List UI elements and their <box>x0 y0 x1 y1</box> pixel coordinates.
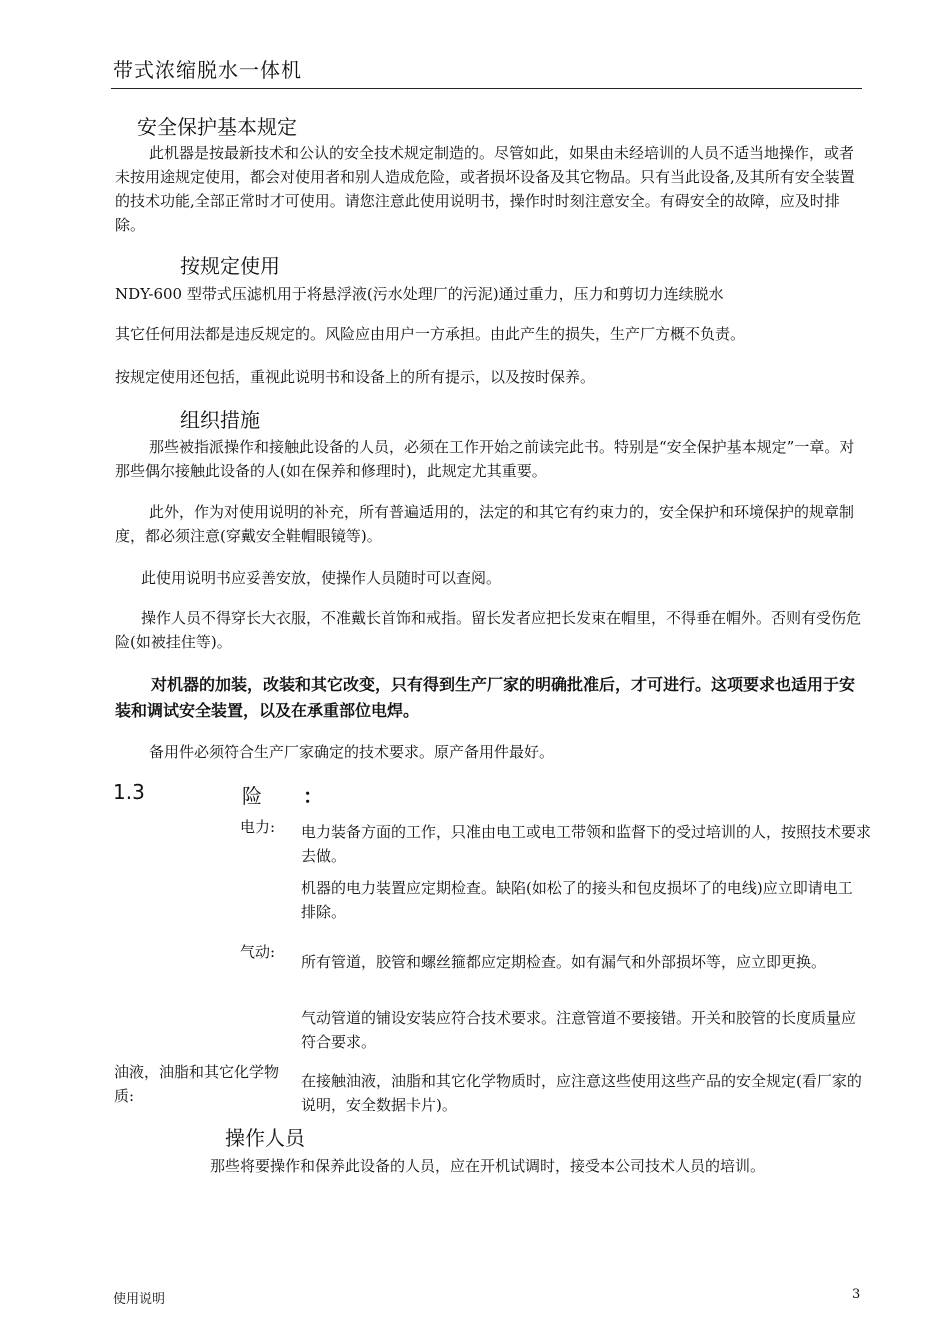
usage-paragraph-3: 按规定使用还包括，重视此说明书和设备上的所有提示，以及按时保养。 <box>115 368 596 386</box>
usage-paragraph-1: NDY-600 型带式压滤机用于将悬浮液(污水处理厂的污泥)通过重力，压力和剪切力连续脱水 <box>115 285 724 303</box>
chemicals-label: 油液，油脂和其它化学物质: <box>114 1063 280 1105</box>
org-paragraph-1: 那些被指派操作和接触此设备的人员，必须在工作开始之前读完此书。特别是“安全保护基本规定”一章。对那些偶尔接触此设备的人(如在保养和修理时)，此规定尤其重要。 <box>115 438 855 480</box>
pneumatic-paragraph-1: 所有管道，胶管和螺丝箍都应定期检查。如有漏气和外部损坏等，应立即更换。 <box>301 953 827 971</box>
usage-paragraph-2: 其它任何用法都是违反规定的。风险应由用户一方承担。由此产生的损失，生产厂方概不负责。 <box>115 325 746 343</box>
document-header-title: 带式浓缩脱水一体机 <box>113 58 302 82</box>
section-number: 1.3 <box>113 780 145 804</box>
page-number: 3 <box>852 1287 861 1302</box>
org-paragraph-3: 此使用说明书应妥善安放，使操作人员随时可以查阅。 <box>141 569 502 587</box>
section-heading-colon: ： <box>303 784 323 808</box>
electric-paragraph-1: 电力装备方面的工作，只准由电工或电工带领和监督下的受过培训的人，按照技术要求去做。 <box>301 823 872 865</box>
section-heading-operators: 操作人员 <box>225 1126 305 1150</box>
org-paragraph-6: 备用件必须符合生产厂家确定的技术要求。原产备用件最好。 <box>149 743 555 761</box>
pneumatic-label: 气动: <box>240 943 276 961</box>
operators-paragraph: 那些将要操作和保养此设备的人员，应在开机试调时，接受本公司技术人员的培训。 <box>210 1157 766 1175</box>
section-heading-usage: 按规定使用 <box>180 254 280 278</box>
org-paragraph-2: 此外，作为对使用说明的补充，所有普遍适用的，法定的和其它有约束力的，安全保护和环境保护的规章制度，都必须注意(穿戴安全鞋帽眼镜等)。 <box>115 503 855 545</box>
org-paragraph-4: 操作人员不得穿长大衣服，不准戴长首饰和戒指。留长发者应把长发束在帽里，不得垂在帽外。否则有受伤危险(如被挂住等)。 <box>115 609 862 651</box>
footer-label: 使用说明 <box>113 1292 166 1307</box>
safety-paragraph: 此机器是按最新技术和公认的安全技术规定制造的。尽管如此，如果由未经培训的人员不适当地操作，或者未按用途规定使用，都会对使用者和别人造成危险，或者损坏设备及其它物品。只有当此设备,及其所有安全装置的技术功能,全部正常时才可使用。请您注意此使用说明书，操作时时刻注意安全。有碍安全的故障，应及时排除。 <box>115 144 855 234</box>
section-heading-org: 组织措施 <box>180 408 260 432</box>
electric-label: 电力: <box>240 818 276 836</box>
chemicals-paragraph: 在接触油液，油脂和其它化学物质时，应注意这些使用这些产品的安全规定(看厂家的说明，安全数据卡片)。 <box>301 1072 862 1114</box>
header-divider <box>111 88 862 89</box>
section-heading-safety: 安全保护基本规定 <box>137 115 297 139</box>
org-paragraph-5-bold: 对机器的加装，改装和其它改变，只有得到生产厂家的明确批准后，才可进行。这项要求也适用于安装和调试安全装置，以及在承重部位电焊。 <box>115 675 856 720</box>
section-heading-danger: 险 <box>242 784 262 808</box>
pneumatic-paragraph-2: 气动管道的铺设安装应符合技术要求。注意管道不要接错。开关和胶管的长度质量应符合要求。 <box>301 1009 857 1051</box>
electric-paragraph-2: 机器的电力装置应定期检查。缺陷(如松了的接头和包皮损坏了的电线)应立即请电工排除。 <box>301 879 853 921</box>
